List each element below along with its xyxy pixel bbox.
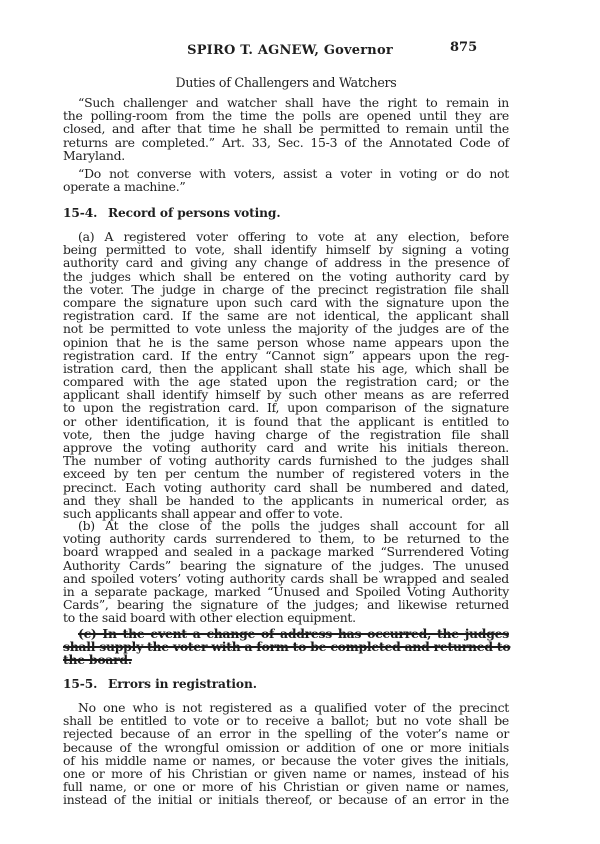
text-line: being permitted to vote, shall identify himself by signing a voting	[63, 242, 509, 258]
text-line: returns are completed.” Art. 33, Sec. 15-3 of the Annotated Code of	[63, 134, 509, 150]
text-line: in a separate package, marked “Unused and Spoiled Voting Authority	[63, 583, 509, 599]
text-line: voting authority cards surrendered to them, to be returned to the	[63, 531, 509, 547]
struck-text-line: shall supply the voter with a form to be completed and returned to	[63, 639, 511, 655]
section-heading-title: Record of persons voting.	[108, 206, 281, 220]
text-line: of his middle name or names, or because the voter gives the initials,	[63, 752, 509, 768]
text-line: the polling-room from the time the polls are opened until they are	[63, 108, 509, 124]
text-line: “Such challenger and watcher shall have the right to remain in	[78, 95, 509, 110]
section-heading-title: Errors in registration.	[108, 677, 257, 691]
text-line: (b) At the close of the polls the judges shall account for all	[78, 518, 509, 533]
text-line: to the said board with other election equipment.	[63, 610, 356, 626]
intro-title-block	[63, 76, 509, 89]
section-number: 15-5.	[63, 677, 98, 691]
paragraph-15-5	[63, 701, 509, 807]
text-line: Maryland.	[63, 147, 125, 163]
page-number: 875	[450, 40, 478, 55]
section-title: Duties of Challengers and Watchers	[175, 75, 397, 90]
section-heading-15-4	[63, 206, 509, 220]
page-header	[0, 40, 600, 63]
text-line: authority card and giving any change of address in the presence of	[63, 255, 509, 271]
struck-text-line: (c) In the event a change of address has occurred, the judges	[78, 626, 509, 641]
struck-text-line: the board.	[63, 652, 132, 668]
text-line: rejected because of an error in the spelling of the voter’s name or	[63, 726, 509, 742]
text-line: registration card. If the entry “Cannot sign” appears upon the reg-	[63, 347, 509, 363]
section-heading	[63, 206, 509, 220]
text-line: and they shall be handed to the applicants in numerical order, as	[63, 492, 509, 508]
text-line: not be permitted to vote unless the majority of the judges are of the	[63, 321, 509, 337]
text-line: compared with the age stated upon the registration card; or the	[63, 374, 509, 390]
text-line: or other identification, it is found that the applicant is entitled to	[63, 413, 509, 429]
text-line: exceed by ten per centum the number of registered voters in the	[63, 466, 509, 482]
text-line: Authority Cards” bearing the signature of the judges. The unused	[63, 557, 509, 573]
quote-paragraph-1	[63, 96, 509, 162]
text-line: board wrapped and sealed in a package marked “Surrendered Voting	[63, 544, 509, 560]
section-heading-15-5	[63, 677, 509, 691]
text-line: opinion that he is the same person whose name appears upon the	[63, 334, 509, 350]
text-line: Cards”, bearing the signature of the judges; and likewise returned	[63, 597, 509, 613]
text-line: applicant shall identify himself by such other means as are referred	[63, 387, 509, 403]
text-line: closed, and after that time he shall be permitted to remain until the	[63, 121, 509, 137]
text-line: “Do not converse with voters, assist a voter in voting or do not	[78, 166, 509, 181]
text-line: full name, or one or more of his Christian or given name or names,	[63, 779, 509, 795]
text-line: istration card, then the applicant shall state his age, which shall be	[63, 360, 509, 376]
text-line: compare the signature upon such card with the signature upon the	[63, 294, 509, 310]
text-line: vote, then the judge having charge of the registration file shall	[63, 426, 509, 442]
text-line: shall be entitled to vote or to receive a ballot; but no vote shall be	[63, 713, 509, 729]
text-line: to upon the registration card. If, upon comparison of the signature	[63, 400, 509, 416]
text-line: (a) A registered voter offering to vote at any election, before	[78, 229, 509, 244]
running-head: SPIRO T. AGNEW, Governor	[187, 43, 393, 58]
text-line: No one who is not registered as a qualified voter of the precinct	[78, 700, 509, 715]
text-line: approve the voting authority card and write his initials thereon.	[63, 440, 509, 455]
text-line: registration card. If the same are not identical, the applicant shall	[63, 308, 509, 324]
text-line: The number of voting authority cards furnished to the judges shall	[63, 453, 509, 469]
text-line: one or more of his Christian or given name or names, instead of his	[63, 765, 509, 781]
text-line: the judges which shall be entered on the voting authority card by	[63, 268, 509, 284]
text-line: operate a machine.”	[63, 179, 186, 195]
paragraph-15-4-a	[63, 230, 509, 520]
text-line: such applicants shall appear and offer to vote.	[63, 505, 343, 521]
quote-paragraph-2	[63, 167, 509, 193]
text-line: precinct. Each voting authority card shall be numbered and dated,	[63, 479, 509, 495]
section-heading	[63, 677, 509, 691]
text-line: because of the wrongful omission or addition of one or more initials	[63, 739, 509, 755]
section-number: 15-4.	[63, 206, 98, 220]
text-line: and spoiled voters’ voting authority cards shall be wrapped and sealed	[63, 570, 509, 586]
text-line: the voter. The judge in charge of the precinct registration file shall	[63, 281, 509, 297]
paragraph-15-4-c-struck	[63, 627, 509, 667]
paragraph-15-4-b	[63, 519, 509, 625]
text-line: instead of the initial or initials thereof, or because of an error in the	[63, 792, 509, 808]
